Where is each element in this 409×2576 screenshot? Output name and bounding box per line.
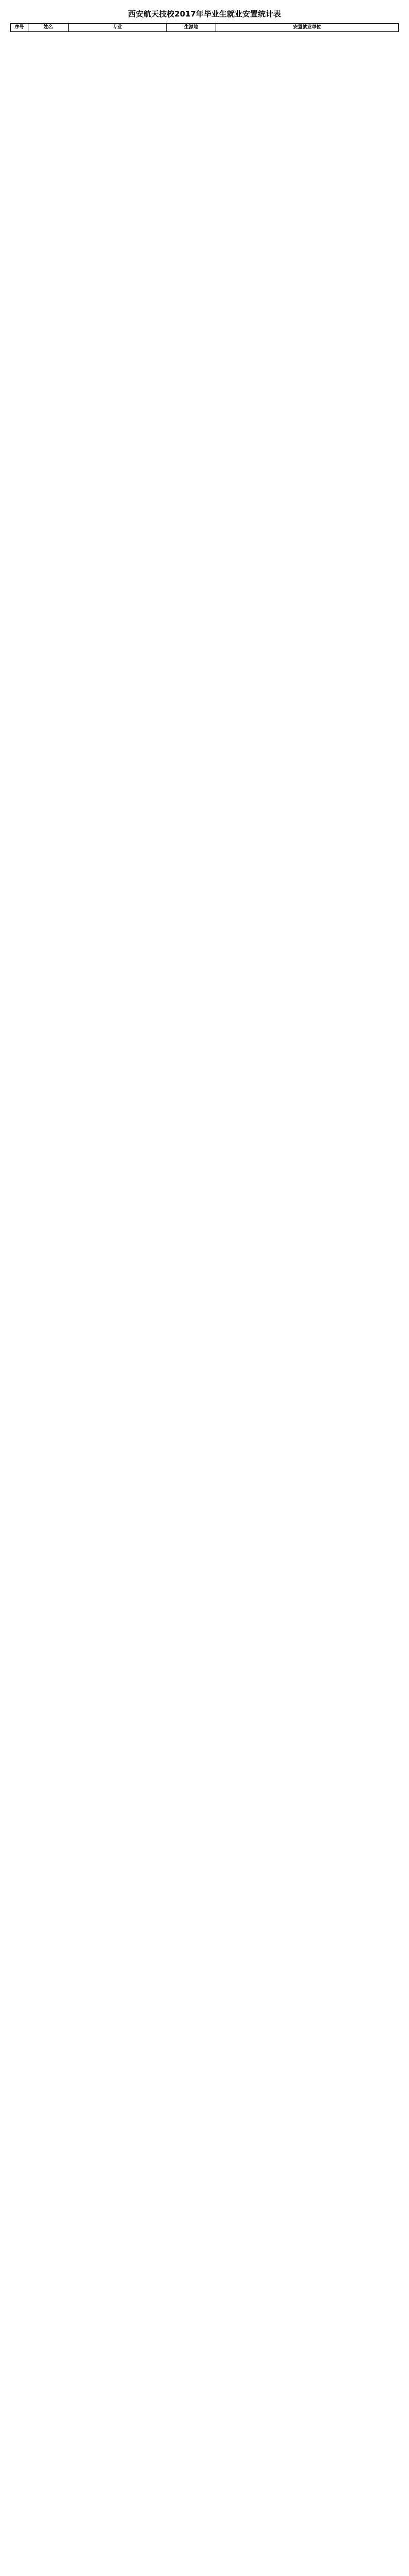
placement-table: [10, 23, 399, 32]
header-origin: 生源地: [167, 24, 216, 32]
header-major: 专业: [69, 24, 167, 32]
header-seq: 序号: [11, 24, 28, 32]
header-company: 安置就业单位: [216, 24, 399, 32]
document-title: 西安航天技校2017年毕业生就业安置统计表: [128, 9, 281, 19]
table-header-row: [11, 24, 399, 32]
document-page: [0, 0, 409, 42]
header-name: 姓名: [28, 24, 69, 32]
